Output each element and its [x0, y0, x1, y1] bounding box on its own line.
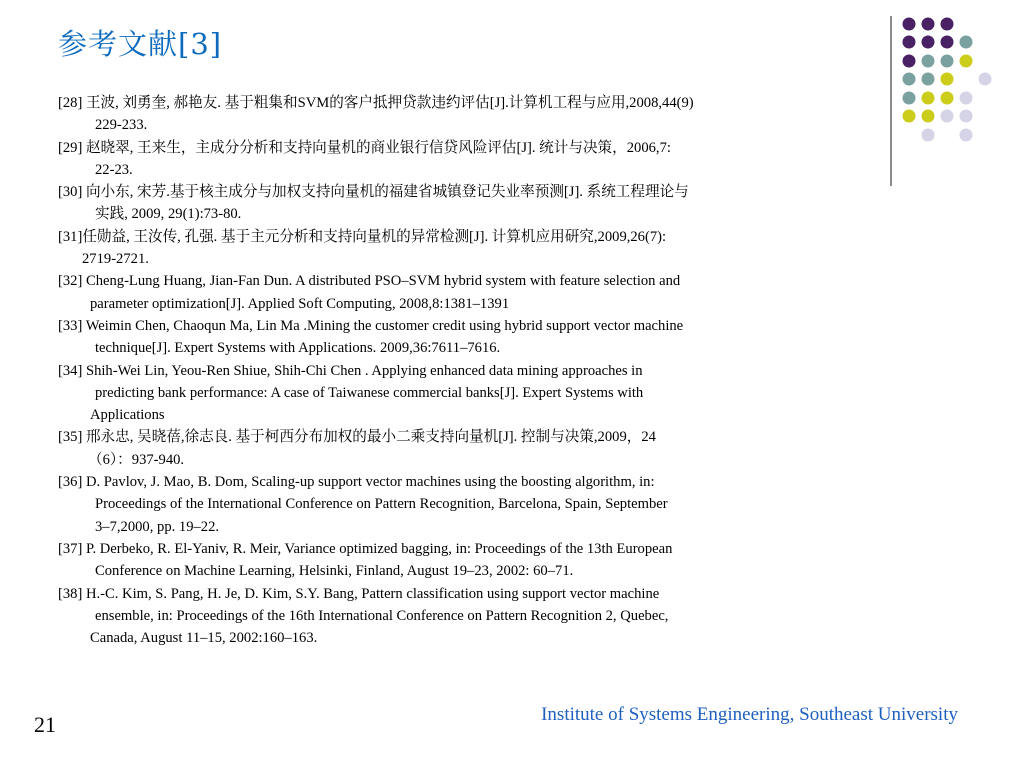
decorative-dot	[922, 36, 935, 49]
decorative-dot	[941, 92, 954, 105]
reference-line: 2719-2721.	[82, 251, 149, 268]
reference-item-29	[58, 137, 878, 182]
reference-item-35	[58, 426, 878, 471]
reference-item-30	[58, 181, 878, 226]
decorative-dot	[922, 110, 935, 123]
reference-line: [38] H.-C. Kim, S. Pang, H. Je, D. Kim, S.Y. Bang, Pattern classification using support vector machine	[58, 585, 660, 602]
decorative-dot	[922, 55, 935, 68]
reference-item-38	[58, 583, 878, 650]
decorative-dot	[922, 92, 935, 105]
decorative-dot	[941, 18, 954, 31]
reference-line: Proceedings of the International Conference on Pattern Recognition, Barcelona, Spain, September	[95, 496, 668, 513]
footer-institution: Institute of Systems Engineering, Southeast University	[541, 704, 958, 725]
reference-line: [31]任勋益, 王汝传, 孔强. 基于主元分析和支持向量机的异常检测[J]. 计算机应用研究,2009,26(7):	[58, 228, 667, 245]
reference-line: 3–7,2000, pp. 19–22.	[95, 518, 220, 535]
decorative-dot	[903, 92, 916, 105]
decorative-dot	[922, 18, 935, 31]
decorative-dot	[960, 110, 973, 123]
reference-line: [33] Weimin Chen, Chaoqun Ma, Lin Ma .Mining the customer credit using hybrid support vector machine	[58, 317, 684, 334]
page-number: 21	[34, 712, 56, 737]
reference-line: [36] D. Pavlov, J. Mao, B. Dom, Scaling-up support vector machines using the boosting algorithm, in:	[58, 474, 655, 491]
reference-line: ensemble, in: Proceedings of the 16th International Conference on Pattern Recognition 2, Quebec,	[95, 607, 669, 624]
decorative-dot	[941, 73, 954, 86]
decorative-dot	[903, 36, 916, 49]
reference-line: （6）：937-940.	[88, 451, 185, 468]
divider-line	[890, 16, 892, 186]
reference-line: [34] Shih-Wei Lin, Yeou-Ren Shiue, Shih-Chi Chen . Applying enhanced data mining approaches in	[58, 362, 643, 379]
reference-line: [35] 邢永忠, 吴晓蓓,徐志良. 基于柯西分布加权的最小二乘支持向量机[J]. 控制与决策,2009，24	[58, 429, 656, 446]
reference-list	[58, 92, 878, 649]
reference-line: [32] Cheng-Lung Huang, Jian-Fan Dun. A distributed PSO–SVM hybrid system with feature selection and	[58, 273, 681, 290]
reference-item-31	[58, 226, 878, 271]
reference-item-32	[58, 270, 878, 315]
reference-line: Conference on Machine Learning, Helsinki, Finland, August 19–23, 2002: 60–71.	[95, 563, 574, 580]
decorative-dot	[941, 36, 954, 49]
decorative-dot	[903, 110, 916, 123]
decorative-dot	[903, 18, 916, 31]
reference-line: Applications	[90, 407, 165, 424]
decorative-dot	[903, 73, 916, 86]
reference-item-36	[58, 471, 878, 538]
reference-item-33	[58, 315, 878, 360]
decorative-dot-grid	[899, 12, 1019, 172]
reference-line: parameter optimization[J]. Applied Soft Computing, 2008,8:1381–1391	[90, 295, 510, 312]
decorative-dot	[979, 73, 992, 86]
decorative-dot	[960, 129, 973, 142]
reference-item-37	[58, 538, 878, 583]
decorative-dot	[922, 129, 935, 142]
reference-line: Canada, August 11–15, 2002:160–163.	[90, 630, 318, 647]
reference-line: technique[J]. Expert Systems with Applications. 2009,36:7611–7616.	[95, 340, 501, 357]
decorative-dot	[960, 36, 973, 49]
decorative-dot	[960, 92, 973, 105]
decorative-dot	[960, 55, 973, 68]
decorative-dot	[922, 73, 935, 86]
reference-line: [30] 向小东, 宋芳.基于核主成分与加权支持向量机的福建省城镇登记失业率预测[J]. 系统工程理论与	[58, 184, 689, 201]
slide-title: 参考文献[3]	[58, 27, 223, 61]
reference-line: [29] 赵晓翠, 王来生，主成分分析和支持向量机的商业银行信贷风险评估[J]. 统计与决策，2006,7:	[58, 139, 671, 156]
reference-line: [37] P. Derbeko, R. El-Yaniv, R. Meir, Variance optimized bagging, in: Proceedings of the 13th European	[58, 540, 673, 557]
reference-line: [28] 王波, 刘勇奎, 郝艳友. 基于粗集和SVM的客户抵押贷款违约评估[J].计算机工程与应用,2008,44(9)	[58, 95, 694, 111]
reference-line: 229-233.	[95, 117, 148, 134]
reference-item-28	[58, 92, 878, 137]
decorative-dot	[941, 110, 954, 123]
reference-item-34	[58, 360, 878, 427]
decorative-dot	[903, 55, 916, 68]
decorative-dot	[941, 55, 954, 68]
reference-line: 22-23.	[95, 161, 133, 178]
reference-line: predicting bank performance: A case of Taiwanese commercial banks[J]. Expert Systems with	[95, 384, 644, 401]
reference-line: 实践, 2009, 29(1):73-80.	[95, 206, 242, 223]
